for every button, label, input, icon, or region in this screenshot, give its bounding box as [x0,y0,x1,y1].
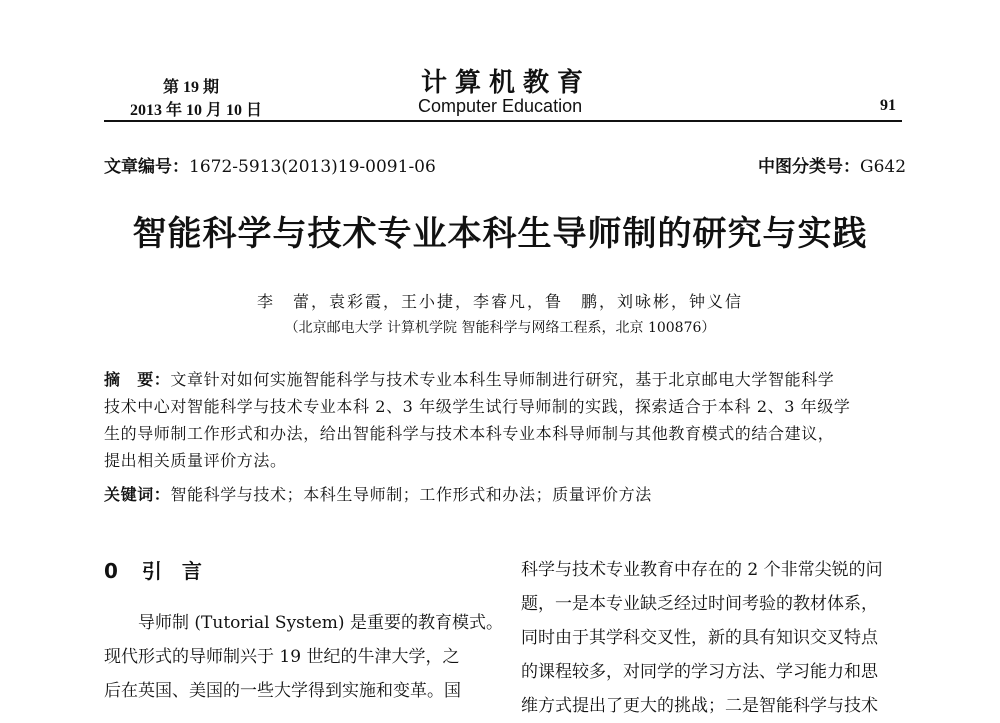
classification-value: G642 [860,157,907,177]
classification-number [758,152,906,177]
left-column-line: 现代形式的导师制兴于 19 世纪的牛津大学，之 [104,647,460,667]
classification-label: 中图分类号： [758,157,860,177]
right-column-line: 题，一是本专业缺乏经过时间考验的教材体系， [521,594,878,614]
article-number-label: 文章编号： [104,157,189,177]
page-number: 91 [880,97,896,114]
section-heading [104,555,202,584]
journal-title-en: Computer Education [418,96,583,116]
left-column-line: 后在英国、美国的一些大学得到实施和变革。国 [104,681,461,701]
article-number-value: 1672-5913(2013)19-0091-06 [189,157,436,177]
abstract [104,366,850,474]
paper-title: 智能科学与技术专业本科生导师制的研究与实践 [132,214,868,254]
abstract-line: 生的导师制工作形式和办法，给出智能科学与技术本科专业本科导师制与其他教育模式的结合建议， [104,424,835,443]
left-column-line: 导师制 (Tutorial System) 是重要的教育模式。 [138,613,503,633]
issue-date: 2013 年 10 月 10 日 [130,102,263,119]
affiliation: （北京邮电大学 计算机学院 智能科学与网络工程系，北京 100876） [284,320,716,336]
keywords-text: 智能科学与技术；本科生导师制；工作形式和办法；质量评价方法 [170,485,652,504]
right-column-line: 科学与技术专业教育中存在的 2 个非常尖锐的问 [521,560,883,580]
keywords-label: 关键词： [104,485,171,504]
right-column-line: 维方式提出了更大的挑战；二是智能科学与技术 [521,696,878,716]
left-column [104,606,503,708]
right-column [521,553,883,723]
journal-title-cn: 计算机教育 [421,68,592,98]
section-number: 0 [104,559,118,583]
abstract-line: 文章针对如何实施智能科学与技术专业本科生导师制进行研究，基于北京邮电大学智能科学 [170,370,835,389]
keywords [104,482,652,505]
abstract-label: 摘 要： [104,370,171,389]
right-column-line: 同时由于其学科交叉性，新的具有知识交叉特点 [521,628,878,648]
section-title: 引 言 [141,559,202,583]
abstract-line: 技术中心对智能科学与技术专业本科 2、3 年级学生试行导师制的实践，探索适合于本科 2、3 年级学 [104,397,851,416]
article-number [104,152,436,177]
header-rule [104,120,902,122]
right-column-line: 的课程较多，对同学的学习方法、学习能力和思 [521,662,878,682]
issue-number: 第 19 期 [163,79,220,96]
abstract-line: 提出相关质量评价方法。 [104,451,287,470]
author-list: 李 蕾，袁彩霞，王小捷，李睿凡，鲁 鹏，刘咏彬，钟义信 [256,292,743,311]
